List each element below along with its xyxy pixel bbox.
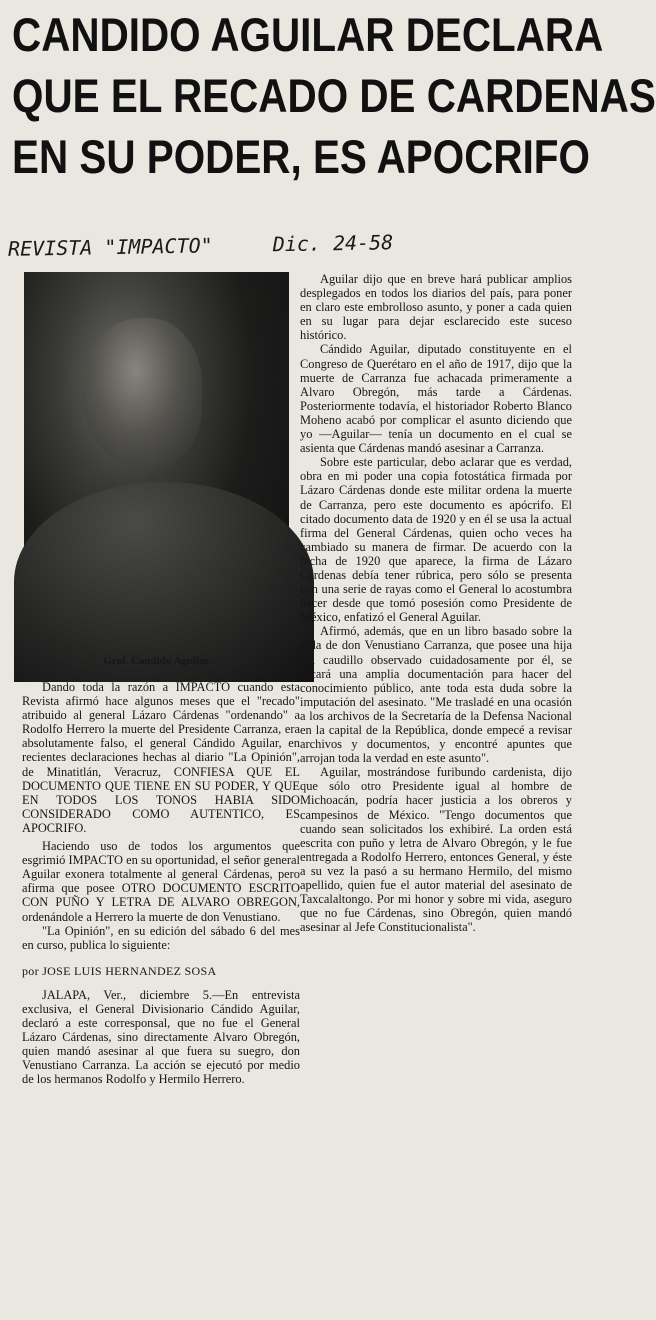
paragraph: Cándido Aguilar, diputado constituyente en el Congreso de Querétaro en el año de 1917, dijo que la muerte de Carranza fue achacada primeramente a Alvaro Obregón, más tarde a Cárdenas. Posteriormente todavía, el historiador Roberto Blanco Moheno acabó por complicar el asunto diciendo que yo —Aguilar— tenía un documento en el cual se asienta que Cárdenas mandó asesinar a Carranza. <box>300 342 572 456</box>
article-right-column <box>300 272 572 934</box>
paragraph: Haciendo uso de todos los argumentos que esgrimió IMPACTO en su oportunidad, el señor general Aguilar exonera totalmente al general Cárdenas, pero afirma que posee OTRO DOCUMENTO ESCRITO CON PUÑO Y LETRA DE ALVARO OBREGON, ordenándole a Herrero la muerte de don Venustiano. <box>22 839 300 924</box>
portrait-shoulder <box>14 482 314 682</box>
headline <box>12 4 656 187</box>
handwritten-date: Dic. 24-58 <box>272 230 394 257</box>
photo-caption: Gral. Candido Aguilar <box>103 655 210 667</box>
paragraph: Sobre este particular, debo aclarar que es verdad, obra en mi poder una copia fotostática firmada por Lázaro Cárdenas donde este militar ordena la muerte de Carranza, pero este documento es apócrifo. El citado documento data de 1920 y en él se usa la actual firma del General Cárdenas, quien ocho veces ha cambiado su manera de firmar. De acuerdo con la fecha de 1920 que aparece, la firma de Lázaro Cárdenas debía tener rúbrica, pero sólo se presenta con una serie de rayas como el General lo acostumbra hacer desde que tomó posesión como Presidente de México, enfatizó el General Aguilar. <box>300 455 572 625</box>
handwritten-source: REVISTA "IMPACTO" <box>7 233 213 261</box>
paragraph: Aguilar dijo que en breve hará publicar amplios desplegados en todos los diarios del país, para poner en claro este embrolloso asunto, y poner a cada quien en su lugar para dejar esclarecido este suceso histórico. <box>300 272 572 343</box>
paragraph: Afirmó, además, que en un libro basado sobre la vida de don Venustiano Carranza, que posee una hija del caudillo observado cuidadosamente por él, se sacará una amplia documentación para hacer del conocimiento público, ante toda esta duda sobre la imputación del asesinato. "Me trasladé en una ocasión a los archivos de la Secretaría de la Defensa Nacional en la capital de la República, donde empecé a revisar archivos y documentos, y encontré apuntes que arrojan toda la verdad en este asunto". <box>300 624 572 766</box>
headline-line-3: EN SU PODER, ES APOCRIFO <box>12 130 590 183</box>
handwritten-annotation <box>8 227 568 261</box>
byline: por JOSE LUIS HERNANDEZ SOSA <box>22 963 217 978</box>
headline-line-2: QUE EL RECADO DE CARDENAS <box>12 69 656 122</box>
article-left-column <box>22 680 300 1087</box>
paragraph: "La Opinión", en su edición del sábado 6 del mes en curso, publica lo siguiente: <box>22 923 300 952</box>
portrait-face <box>82 318 202 468</box>
headline-line-1: CANDIDO AGUILAR DECLARA <box>12 8 604 61</box>
paragraph: JALAPA, Ver., diciembre 5.—En entrevista exclusiva, el General Divisionario Cándido Aguilar, declaró a este corresponsal, que no fue el General Lázaro Cárdenas, sino directamente Alvaro Obregón, quien mandó asesinar al que fuera su suegro, don Venustiano Carranza. La acción se ejecutó por medio de los hermanos Rodolfo y Hermilo Herrero. <box>22 987 300 1087</box>
portrait-photo <box>24 272 289 648</box>
paragraph: Dando toda la razón a IMPACTO cuando esta Revista afirmó hace algunos meses que el "recado" atribuido al general Lázaro Cárdenas "ordenando" a Rodolfo Herrero la muerte del Presidente Carranza, era absolutamente falso, el general Cándido Aguilar, en recientes declaraciones hechas al diario "La Opinión", de Minatitlán, Veracruz, CONFIESA QUE EL DOCUMENTO QUE TIENE EN SU PODER, Y QUE EN TODOS LOS TONOS HABIA SIDO CONSIDERADO COMO AUTENTICO, ES APOCRIFO. <box>22 680 300 835</box>
paragraph: Aguilar, mostrándose furibundo cardenista, dijo que sólo otro Presidente igual al hombre de Michoacán, podría hacer justicia a los obreros y campesinos de México. "Tengo documentos que cuando sean solicitados los exhibiré. La orden está escrita con puño y letra de Alvaro Obregón, y le fue entregada a Rodolfo Herrero, entonces General, y éste a su vez la pasó a su hermano Hermilo, del mismo apellido, quien fue el autor material del asesinato de Taxcalaltongo. Por mi honor y sobre mi vida, aseguro que no fue Cárdenas, sino Obregón, quien mandó asesinar al Jefe Constitucionalista". <box>300 765 572 935</box>
